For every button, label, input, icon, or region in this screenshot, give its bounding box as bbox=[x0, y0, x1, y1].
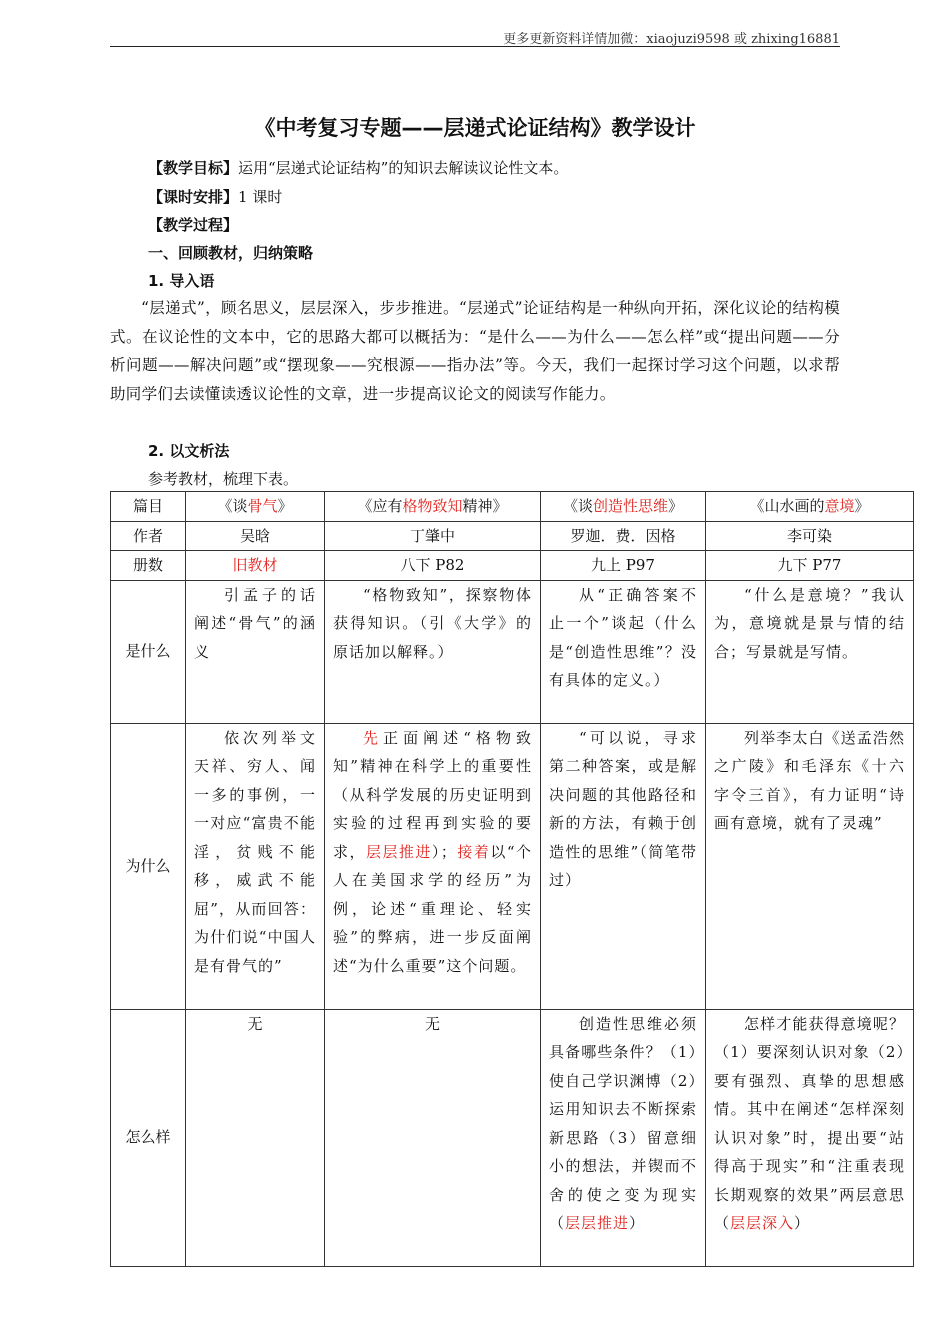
table-row bbox=[111, 580, 914, 723]
author-1: 吴晗 bbox=[186, 521, 325, 551]
row-label-book: 册数 bbox=[111, 551, 186, 581]
time-label: 【课时安排】 bbox=[148, 188, 239, 206]
subheading-analysis: 2. 以文析法 bbox=[148, 442, 230, 460]
page-title: 《中考复习专题——层递式论证结构》教学设计 bbox=[254, 116, 696, 140]
subheading-intro: 1. 导入语 bbox=[148, 272, 215, 290]
what-4: “什么是意境？”我认为，意境就是景与情的结合；写景就是写情。 bbox=[706, 580, 914, 723]
book-1: 旧教材 bbox=[186, 551, 325, 581]
author-4: 李可染 bbox=[706, 521, 914, 551]
process-label: 【教学过程】 bbox=[148, 216, 239, 234]
article-title-3: 《谈创造性思维》 bbox=[541, 492, 706, 522]
how-2: 无 bbox=[325, 1009, 541, 1266]
table-row bbox=[111, 723, 914, 1009]
what-3: 从“正确答案不止一个”谈起（什么是“创造性思维”？没有具体的定义。） bbox=[541, 580, 706, 723]
article-title-1: 《谈骨气》 bbox=[186, 492, 325, 522]
time-text: 1 课时 bbox=[238, 188, 283, 206]
why-4: 列举李太白《送孟浩然之广陵》和毛泽东《十六字令三首》，有力证明“诗画有意境，就有了灵魂” bbox=[706, 723, 914, 1009]
what-2: “格物致知”，探察物体获得知识。（引《大学》的原话加以解释。） bbox=[325, 580, 541, 723]
book-4: 九下 P77 bbox=[706, 551, 914, 581]
row-label-how: 怎么样 bbox=[111, 1009, 186, 1266]
why-1: 依次列举文天祥、穷人、闻一多的事例，一一对应“富贵不能淫，贫贱不能移，威武不能屈”，从而回答：为什们说“中国人是有骨气的” bbox=[186, 723, 325, 1009]
goal-text: 运用“层递式论证结构”的知识去解读议论性文本。 bbox=[238, 159, 569, 177]
structure-table bbox=[110, 491, 914, 1267]
book-2: 八下 P82 bbox=[325, 551, 541, 581]
table-row bbox=[111, 492, 914, 522]
reference-note: 参考教材，梳理下表。 bbox=[148, 470, 299, 488]
how-4: 怎样才能获得意境呢？（1）要深刻认识对象（2）要有强烈、真挚的思想感情。其中在阐述“怎样深刻认识对象”时，提出要“站得高于现实”和“注重表现长期观察的效果”两层意思（层层深入） bbox=[706, 1009, 914, 1266]
author-2: 丁肇中 bbox=[325, 521, 541, 551]
time-line bbox=[148, 187, 282, 207]
goal-label: 【教学目标】 bbox=[148, 159, 239, 177]
goal-line bbox=[148, 158, 568, 178]
row-label-title: 篇目 bbox=[111, 492, 186, 522]
article-title-2: 《应有格物致知精神》 bbox=[325, 492, 541, 522]
author-3: 罗迦．费．因格 bbox=[541, 521, 706, 551]
row-label-what: 是什么 bbox=[111, 580, 186, 723]
table-row bbox=[111, 521, 914, 551]
row-label-why: 为什么 bbox=[111, 723, 186, 1009]
row-label-author: 作者 bbox=[111, 521, 186, 551]
table-row bbox=[111, 1009, 914, 1266]
how-1: 无 bbox=[186, 1009, 325, 1266]
what-1: 引孟子的话阐述“骨气”的涵义 bbox=[186, 580, 325, 723]
table-row bbox=[111, 551, 914, 581]
why-2: 先正面阐述“格物致知”精神在科学上的重要性（从科学发展的历史证明到实验的过程再到实验的要求，层层推进）；接着以“个人在美国求学的经历”为例，论述“重理论、轻实验”的弊病，进一步反面阐述“为什么重要”这个问题。 bbox=[325, 723, 541, 1009]
how-3: 创造性思维必须具备哪些条件？（1）使自己学识渊博（2）运用知识去不断探索新思路（3）留意细小的想法，并锲而不舍的使之变为现实（层层推进） bbox=[541, 1009, 706, 1266]
header-note: 更多更新资料详情加微：xiaojuzi9598 或 zhixing16881 bbox=[503, 32, 840, 47]
why-3: “可以说，寻求第二种答案，或是解决问题的其他路径和新的方法，有赖于创造性的思维”（简笔带过） bbox=[541, 723, 706, 1009]
intro-paragraph: “层递式”，顾名思义，层层深入，步步推进。“层递式”论证结构是一种纵向开拓，深化议论的结构模式。在议论性的文本中，它的思路大都可以概括为：“是什么——为什么——怎么样”或“提出问题——分析问题——解决问题”或“摆现象——究根源——指办法”等。今天，我们一起探讨学习这个问题，以求帮助同学们去读懂读透议论性的文章，进一步提高议论文的阅读写作能力。 bbox=[110, 299, 840, 403]
article-title-4: 《山水画的意境》 bbox=[706, 492, 914, 522]
page-header bbox=[110, 0, 840, 47]
book-3: 九上 P97 bbox=[541, 551, 706, 581]
section-heading-1: 一、回顾教材，归纳策略 bbox=[148, 244, 314, 262]
